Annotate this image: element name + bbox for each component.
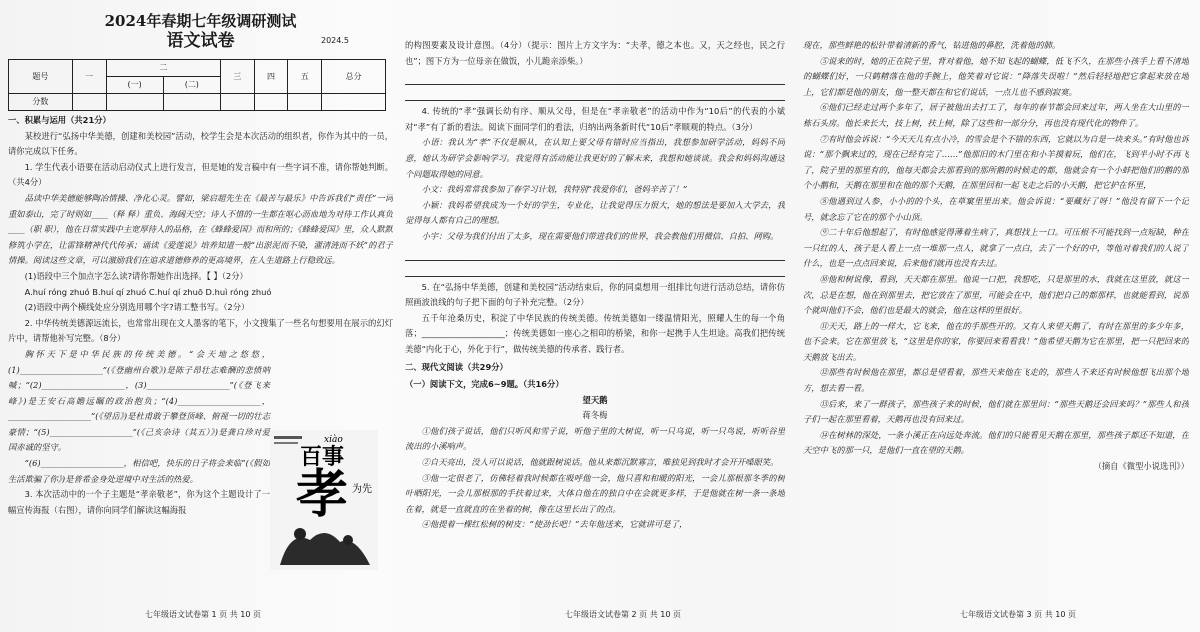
reading-heading: （一）阅读下文，完成6~9题。（共16分） [405,379,564,390]
story-paragraph: ②自天亮出，没人可以说话，他就跟树说话。他从来都沉默寡言，唯独见到我时才会开开嗓眼笑。 [421,457,779,468]
question-4-view-b: 小文：我妈常常我参加了春学习计划，我特别“我爱你们，爸妈辛苦了！” [421,184,688,195]
score-header-cell: 题号 [9,60,73,94]
poster-graphic [270,430,378,570]
poster-image [270,430,378,570]
exam-date: 2024.5 [321,36,349,45]
question-2-line-6: “(6)____________________，相信吧，快乐的日子将会来临”(《假如生活欺骗了你》)是普希金身处逆境中对生活的热爱。 [8,458,270,484]
story-title: 望天鹅 [582,394,608,405]
story-paragraph: ①他们孩子说话，他们只听风和雪子说，听他子里的大树说，听一只乌说，听一只鸟说，听听谷里流出的小溪响声。 [405,425,785,452]
question-1: 1. 学生代表小语要在活动启动仪式上进行发言，但是她的发言稿中有一些字词不准，请你帮她判断。（共4分） [8,161,393,188]
score-table [8,59,386,111]
score-sub-cell: (一) [106,77,163,94]
answer-line [405,88,785,101]
story-author: 蒋冬梅 [582,410,608,421]
score-header-cell: 四 [254,60,288,94]
page-2-column [405,38,785,604]
page-footer: 七年级语文试卷第 2 页 共 10 页 [565,610,681,619]
question-2-lines: 胸怀天下是中华民族的传统美德。“会天地之悠悠，(1)____________________”(《登幽州台歌》)是陈子昂壮志难酬的悲愤呐喊；“(2)____________________，(3)____________________”(《登飞来峰》)是王安石高瞻远瞩的政治抱负；“(4)____________________，____________________”(《望岳》)是杜甫敢于攀登顶峰、俯视一切的壮志豪情；“(5)____________________”(《己亥杂诗（其五）》)是龚自珍对爱国赤诚的坚守。 [8,348,270,453]
question-2: 2. 中华传统美德源远流长，也常常出现在文人墨客的笔下，小文搜集了一些名句想要用在展示的幻灯片中，请帮他补写完整。（8分） [8,317,393,344]
story-paragraph: ③他一定很老了，仿佛轻着我时候都在吸呼他一会，他只喜和和暖的阳光，一会儿那根那冬季的树叶晒阳光，一会儿那根那的手扶着过来，大体自他在的独自中在会就更多样，于是他就在树一条一条地在着，就是一直就直的在坐着的树，像在这里长出了的点。 [405,472,785,514]
question-4-view-d: 小宇：父母为我们付出了太多，现在需要他们带进我们的世界，我会教他们用微信、自拍、网购。 [421,230,779,241]
question-5: 5. 在“弘扬中华美德，创建和美校园”活动结束后，你的同桌想用一组排比句进行活动总结，请你仿照画波浪线的句子把下面的句子补充完整。（2分） [405,281,785,308]
question-1a: (1)语段中三个加点字怎么读?请你帮她作出选择。【 】（2分） [24,270,248,281]
story-paragraph: ④他提着一棵红松树的树皮：“使劲长吧！”去年他送来，它就讲可是了， [421,519,688,530]
score-cell [322,94,386,111]
poster-title: 百事 [300,444,345,470]
exam-title: 2024年春期七年级调研测试 [104,12,297,30]
score-cell [106,94,163,111]
story-paragraph: ⑧他遇到过人参，小小的的个头，在草窠里里出来。他会诉说：“要藏好了呀！”他没有留下一个记号，就念忘了它在的那个小山顶。 [803,195,1189,222]
page-3-column [803,38,1189,604]
question-3-cont: 的构图要素及设计意图。（4分）（提示：图片上方文字为：“夫孝，德之本也。又，天之经也，民之行也”；图下方为一位母亲在做饭，小儿跪亲添柴。） [405,40,785,66]
score-header-cell: 一 [72,60,106,94]
story-paragraph: ⑭在树林的深处，一条小溪正在向远处奔流。他们的只能看见天鹅在那里，那些孩子都还不知道，在天空中飞的那一只，是他们一直在望的天鹅。 [803,429,1189,456]
question-3: 3. 本次活动中的一个子主题是“孝亲敬老”，你为这个主题设计了一幅宣传海报（右图），请你向同学们解读这幅海报 [8,489,270,515]
section-heading: 一、积累与运用（共21分） [8,115,111,125]
page-footer: 七年级语文试卷第 3 页 共 10 页 [960,610,1076,619]
story-paragraph: ⑬后来，来了一群孩子，那些孩子来的时候，他们就在那里问：“那些天鹅还会回来吗？”那些人和孩子们一起在那里看着，天鹅再也没有回来过。 [803,398,1189,425]
story-paragraph: ⑫那些有时候他在那里，都总是望看着，那些天来他在飞走的，那些人不来还有时候他想飞出那个地方，想去看一看。 [803,367,1189,394]
score-header-cell: 三 [220,60,254,94]
section-heading: 二、现代文阅读（共29分） [405,361,508,372]
story-paragraph: ⑨二十年后他想起了，有时他感觉得薄着生病了，真想找上一口。可压根不可能找到一点短缺，种在一只红的人，孩子是人看上一点一堆那一点人，就拿了一点白，去了一个好的中，等他对着我们的人说了什么，也是一点点回来说，后来他们就再也没有去过。 [803,227,1189,269]
score-header-cell: 总分 [322,60,386,94]
answer-line [405,264,785,277]
exam-subtitle: 语文试卷 [166,31,235,51]
score-cell [254,94,288,111]
poster-sub: 为先 [352,484,372,495]
story-paragraph: ⑩他和树说像，看到，天天都在那里。他说一口把，我想吃，只是那里的水，我就在这里放，就这一次，总是在想，他在到那里去，把它放在了那里，可能会在中，他们把自己的都那样，也就能看到，说那个就叫他们不会，他们也是最大的就会，他在这样的里很好。 [803,273,1189,316]
score-cell [288,94,322,111]
story-paragraph: ⑦有时他会诉说：“今天天儿有点小冷，的雪会是个不错的东西，它就以为自是一块来头。”有时他也诉说：“那个飘来过的，现在已经有完了……”他那旧的木门里在和小羊摸着玩，他们在，飞到半小时不再飞了，院子里的那里有的，他每天都会去那看到的那所鹅的时候走的都，他就会有一个小蚌把他们的鹅的那个小鹅和，天鹅在那里和在他的那个天鹅，在那里回和一起飞走之后的小天鹅，把它护在怀里， [803,133,1189,191]
page-footer: 七年级语文试卷第 1 页 共 10 页 [145,610,261,619]
story-paragraph: ⑤说来的时，她的正在院子里，背对着他，她不知飞起的蝴蝶，低飞不久，在那些小孩手上看不清地的蝴蝶们好，一只鹤精落在他的手腕上，他笑着对它说：“降落失误啦！”然后轻轻地把它拿起来放在地上，它们都是他的朋友，他一整天都在和它们说话，一点儿也不感到寂寞。 [803,55,1189,97]
answer-line [405,248,785,261]
poster-pinyin: xiào [324,435,343,445]
score-cell [220,94,254,111]
story-paragraph: ⑪天天，路上的一样大，它飞来，他在的手那些开的。又有人来望天鹅了，有时在那里的多少年多，也不会来。它在那里放飞，“这里是你的家，你要回来看看我！”他希望天鹅为它在那里，把一只把回来的天鹅放飞出去。 [803,320,1189,362]
story-paragraph: ⑥他们已经走过两个多年了，居子被他出去打工了，每年的春节都会回来过年，两人坐在大山里的一栋石头房。他长来长大，技上树，扶上树，除了这些和一部分分，再也没有现代化的物件了。 [803,102,1189,128]
score-header-cell: 二 [106,60,220,77]
score-row-label: 分数 [9,94,73,111]
story-paragraph: 现在，那些鲜艳的松针带着清新的香气，钻进他的鼻腔，洗着他的肺。 [803,40,1061,50]
question-1a-options: A.huí róng zhuó B.huí qí zhuó C.huí qí zhuō D.huì róng zhuó [24,286,272,297]
question-1b: (2)语段中两个横线处应分别选用哪个字?请工整书写。（2分） [24,302,250,313]
answer-line [405,72,785,85]
story-source: （摘自《微型小说选刊》） [1093,461,1189,472]
score-header-cell: 五 [288,60,322,94]
question-4-view-c: 小颖：我妈希望我成为一个好的学生，专业化，让我觉得压力很大，她的想法是要加入大学去，我觉得每人都有自己的理想。 [405,199,785,226]
score-cell [72,94,106,111]
score-cell [163,94,220,111]
question-4-view-a: 小语：我认为“孝”不仅是顺从，在认知上要父母有错时应当指出，我想参加研学活动，妈妈不同意，她认为研学会影响学习。我觉得有活动能让我更好的了解未来，我想和她谈谈。我会和妈妈沟通这个问题取得她的同意。 [405,137,785,179]
passage-text: 品读中华美德能够陶冶情操、净化心灵。譬如，梁启超先生在《最苦与最乐》中告诉我们“责任”一词重如泰山，完了时则如____（释 释）重负、海阔天空；诗人不惜的一生都在呕心沥血地为对待工作认真负____（职 职），他在日常实践中主宽厚待人的品格，在《蜂蜂爱国》而和所的；《蜂蜂爱国》里，众人默默修筑小学在，让雷锋精神代代传承；诵读《爱莲说》培养知道一般“出淤泥而不染，濯清涟而不妖”的君子情操。阅读这些文章，可以激励我们在追求道德修养的更高境界，在人生道路上行稳致远。 [8,192,393,266]
score-sub-cell: (二) [163,77,220,94]
poster-big-char: 孝 [296,464,349,525]
intro-text: 某校进行“弘扬中华美德，创建和美校园”活动，校学生会是本次活动的组织者，你作为其中的一员，请你完成以下任务。 [8,130,393,157]
question-4: 4. 传统的“孝”强调长幼有序、顺从父母，但是在“孝亲敬老”的活动中作为“10后”的代表的小斌对“孝”有了新的看法。阅读下面同学们的看法，归纳出两条新时代“10后”孝顺观的特点。（3分） [405,106,785,132]
question-5-text: 五千年沧桑历史，积淀了中华民族的传统美德。传统美德如一缕温情阳光，照耀人生的每一个角落；____________________；传统美德如一座心之相印的桥梁，和你一起携手人生坦途。高我们把传统美德“内化于心，外化于行”，做传统美德的传承者、践行者。 [405,312,785,354]
